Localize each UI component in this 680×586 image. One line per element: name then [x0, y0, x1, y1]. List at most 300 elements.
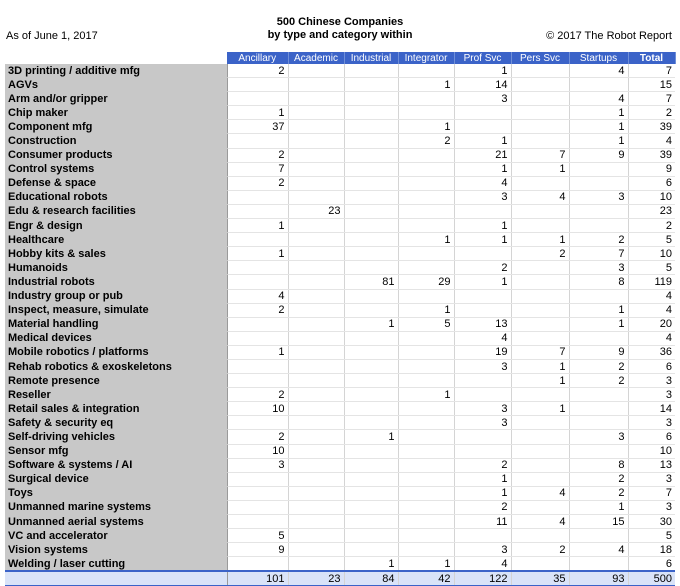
cell-academic	[288, 331, 344, 345]
cell-integrator	[398, 345, 454, 359]
table-row	[5, 388, 675, 402]
cell-pers-svc	[511, 317, 569, 331]
cell-academic	[288, 317, 344, 331]
row-category: Defense & space	[5, 176, 227, 190]
cell-startups	[569, 416, 628, 430]
cell-startups: 1	[569, 120, 628, 134]
table-row	[5, 247, 675, 261]
cell-total: 6	[628, 430, 675, 444]
cell-ancillary	[227, 557, 288, 572]
cell-industrial	[344, 500, 398, 514]
cell-integrator	[398, 402, 454, 416]
row-category: Edu & research facilities	[5, 204, 227, 218]
row-category: Educational robots	[5, 190, 227, 204]
cell-integrator	[398, 500, 454, 514]
cell-prof-svc	[454, 204, 511, 218]
cell-integrator	[398, 190, 454, 204]
cell-academic	[288, 162, 344, 176]
cell-prof-svc: 2	[454, 458, 511, 472]
cell-startups	[569, 78, 628, 92]
cell-total: 18	[628, 543, 675, 557]
col-header-prof-svc: Prof Svc	[454, 52, 511, 64]
row-category: Rehab robotics & exoskeletons	[5, 359, 227, 373]
cell-integrator	[398, 359, 454, 373]
cell-academic	[288, 345, 344, 359]
cell-total: 39	[628, 148, 675, 162]
cell-ancillary: 7	[227, 162, 288, 176]
cell-ancillary	[227, 472, 288, 486]
table-row	[5, 331, 675, 345]
cell-academic	[288, 176, 344, 190]
cell-prof-svc	[454, 430, 511, 444]
cell-academic	[288, 515, 344, 529]
row-category: Vision systems	[5, 543, 227, 557]
cell-prof-svc: 3	[454, 416, 511, 430]
cell-startups: 4	[569, 92, 628, 106]
cell-integrator	[398, 162, 454, 176]
cell-integrator	[398, 64, 454, 78]
header-row	[5, 52, 675, 64]
cell-total: 4	[628, 134, 675, 148]
cell-integrator	[398, 444, 454, 458]
cell-total: 7	[628, 64, 675, 78]
cell-startups	[569, 162, 628, 176]
subtitle-line: by type and category within	[267, 29, 413, 41]
cell-industrial	[344, 359, 398, 373]
cell-prof-svc: 4	[454, 176, 511, 190]
col-header-startups: Startups	[569, 52, 628, 64]
table-row	[5, 472, 675, 486]
cell-industrial: 1	[344, 430, 398, 444]
cell-integrator	[398, 486, 454, 500]
cell-total: 6	[628, 359, 675, 373]
table-row	[5, 162, 675, 176]
row-category: Arm and/or gripper	[5, 92, 227, 106]
cell-integrator	[398, 289, 454, 303]
row-category: Remote presence	[5, 374, 227, 388]
cell-industrial	[344, 64, 398, 78]
col-header-industrial: Industrial	[344, 52, 398, 64]
cell-industrial: 81	[344, 275, 398, 289]
cell-pers-svc	[511, 500, 569, 514]
cell-industrial	[344, 247, 398, 261]
table-row	[5, 402, 675, 416]
cell-academic	[288, 416, 344, 430]
cell-integrator: 1	[398, 233, 454, 247]
header-blank	[5, 52, 227, 64]
cell-industrial	[344, 148, 398, 162]
cell-total: 14	[628, 402, 675, 416]
cell-pers-svc	[511, 120, 569, 134]
cell-total: 6	[628, 557, 675, 572]
cell-total: 3	[628, 388, 675, 402]
total-total: 500	[628, 571, 675, 586]
cell-total: 7	[628, 92, 675, 106]
cell-total: 23	[628, 204, 675, 218]
table-row	[5, 430, 675, 444]
cell-integrator	[398, 92, 454, 106]
cell-prof-svc: 1	[454, 162, 511, 176]
cell-ancillary	[227, 261, 288, 275]
cell-pers-svc: 1	[511, 359, 569, 373]
cell-academic	[288, 472, 344, 486]
cell-ancillary: 5	[227, 529, 288, 543]
table-row	[5, 500, 675, 514]
cell-prof-svc: 21	[454, 148, 511, 162]
cell-startups: 3	[569, 261, 628, 275]
cell-startups	[569, 219, 628, 233]
cell-ancillary	[227, 331, 288, 345]
cell-ancillary	[227, 359, 288, 373]
row-category: Healthcare	[5, 233, 227, 247]
cell-ancillary: 2	[227, 64, 288, 78]
cell-prof-svc: 1	[454, 134, 511, 148]
cell-academic	[288, 78, 344, 92]
cell-ancillary	[227, 500, 288, 514]
cell-ancillary: 1	[227, 345, 288, 359]
cell-startups: 4	[569, 543, 628, 557]
cell-prof-svc: 4	[454, 331, 511, 345]
table-row	[5, 345, 675, 359]
cell-prof-svc: 3	[454, 190, 511, 204]
cell-ancillary: 37	[227, 120, 288, 134]
cell-integrator	[398, 543, 454, 557]
row-category: Welding / laser cutting	[5, 557, 227, 572]
row-category: Construction	[5, 134, 227, 148]
cell-total: 10	[628, 190, 675, 204]
cell-startups: 2	[569, 374, 628, 388]
row-category: AGVs	[5, 78, 227, 92]
cell-prof-svc	[454, 374, 511, 388]
cell-integrator: 1	[398, 303, 454, 317]
cell-industrial	[344, 388, 398, 402]
cell-total: 4	[628, 303, 675, 317]
cell-academic	[288, 430, 344, 444]
cell-industrial	[344, 374, 398, 388]
cell-integrator	[398, 219, 454, 233]
cell-academic	[288, 233, 344, 247]
cell-startups: 1	[569, 303, 628, 317]
cell-startups: 1	[569, 500, 628, 514]
as-of-date: As of June 1, 2017	[6, 30, 98, 42]
table-row	[5, 204, 675, 218]
cell-ancillary: 2	[227, 148, 288, 162]
table-row	[5, 261, 675, 275]
cell-industrial	[344, 134, 398, 148]
table-row	[5, 134, 675, 148]
cell-ancillary: 10	[227, 402, 288, 416]
cell-ancillary	[227, 317, 288, 331]
cell-academic	[288, 486, 344, 500]
cell-ancillary	[227, 92, 288, 106]
table-row	[5, 529, 675, 543]
cell-pers-svc	[511, 430, 569, 444]
cell-ancillary: 1	[227, 247, 288, 261]
col-header-integrator: Integrator	[398, 52, 454, 64]
cell-academic	[288, 303, 344, 317]
cell-industrial	[344, 289, 398, 303]
cell-prof-svc: 1	[454, 275, 511, 289]
cell-total: 36	[628, 345, 675, 359]
cell-total: 3	[628, 416, 675, 430]
table-body	[5, 64, 675, 586]
cell-industrial	[344, 106, 398, 120]
cell-ancillary	[227, 134, 288, 148]
cell-prof-svc: 3	[454, 402, 511, 416]
cell-prof-svc	[454, 106, 511, 120]
table-row	[5, 233, 675, 247]
cell-total: 119	[628, 275, 675, 289]
cell-pers-svc	[511, 557, 569, 572]
cell-industrial	[344, 345, 398, 359]
table-row	[5, 78, 675, 92]
cell-prof-svc: 4	[454, 557, 511, 572]
cell-startups: 3	[569, 190, 628, 204]
cell-startups	[569, 529, 628, 543]
cell-academic	[288, 557, 344, 572]
cell-academic	[288, 458, 344, 472]
cell-integrator: 2	[398, 134, 454, 148]
col-header-academic: Academic	[288, 52, 344, 64]
cell-pers-svc: 4	[511, 486, 569, 500]
cell-integrator	[398, 515, 454, 529]
cell-industrial	[344, 92, 398, 106]
cell-integrator: 1	[398, 557, 454, 572]
cell-total: 10	[628, 247, 675, 261]
cell-pers-svc: 1	[511, 374, 569, 388]
title-line: 500 Chinese Companies	[276, 16, 404, 28]
cell-startups: 3	[569, 430, 628, 444]
table-row	[5, 543, 675, 557]
total-pers-svc: 35	[511, 571, 569, 586]
cell-startups: 2	[569, 486, 628, 500]
cell-integrator: 1	[398, 120, 454, 134]
cell-prof-svc: 19	[454, 345, 511, 359]
cell-startups: 4	[569, 64, 628, 78]
cell-academic	[288, 261, 344, 275]
row-category: Material handling	[5, 317, 227, 331]
cell-startups	[569, 402, 628, 416]
cell-startups: 1	[569, 106, 628, 120]
totals-row	[5, 571, 675, 586]
cell-total: 13	[628, 458, 675, 472]
cell-total: 2	[628, 106, 675, 120]
cell-total: 15	[628, 78, 675, 92]
cell-prof-svc	[454, 388, 511, 402]
row-category: Inspect, measure, simulate	[5, 303, 227, 317]
table-row	[5, 359, 675, 373]
cell-startups: 9	[569, 148, 628, 162]
cell-pers-svc	[511, 204, 569, 218]
cell-ancillary	[227, 78, 288, 92]
cell-industrial	[344, 120, 398, 134]
cell-pers-svc	[511, 388, 569, 402]
cell-pers-svc	[511, 444, 569, 458]
row-category: Safety & security eq	[5, 416, 227, 430]
cell-startups	[569, 444, 628, 458]
cell-academic	[288, 275, 344, 289]
copyright: © 2017 The Robot Report	[546, 30, 672, 42]
cell-ancillary: 2	[227, 430, 288, 444]
row-category: Self-driving vehicles	[5, 430, 227, 444]
cell-ancillary: 1	[227, 219, 288, 233]
row-category: Toys	[5, 486, 227, 500]
row-category: Industrial robots	[5, 275, 227, 289]
row-category: Chip maker	[5, 106, 227, 120]
cell-academic	[288, 374, 344, 388]
cell-ancillary: 3	[227, 458, 288, 472]
cell-pers-svc	[511, 416, 569, 430]
cell-ancillary: 1	[227, 106, 288, 120]
cell-academic	[288, 359, 344, 373]
cell-startups: 7	[569, 247, 628, 261]
table-row	[5, 190, 675, 204]
cell-integrator	[398, 204, 454, 218]
cell-prof-svc	[454, 289, 511, 303]
cell-prof-svc: 2	[454, 261, 511, 275]
cell-integrator	[398, 416, 454, 430]
cell-integrator: 1	[398, 388, 454, 402]
cell-integrator	[398, 176, 454, 190]
cell-pers-svc: 4	[511, 190, 569, 204]
cell-industrial	[344, 331, 398, 345]
row-category: Engr & design	[5, 219, 227, 233]
cell-industrial	[344, 233, 398, 247]
cell-prof-svc	[454, 247, 511, 261]
table-row	[5, 120, 675, 134]
col-header-ancillary: Ancillary	[227, 52, 288, 64]
row-category: Reseller	[5, 388, 227, 402]
cell-academic	[288, 402, 344, 416]
total-startups: 93	[569, 571, 628, 586]
cell-prof-svc: 1	[454, 486, 511, 500]
cell-integrator	[398, 331, 454, 345]
cell-industrial	[344, 190, 398, 204]
cell-academic	[288, 134, 344, 148]
cell-academic	[288, 106, 344, 120]
cell-startups	[569, 331, 628, 345]
table-row	[5, 486, 675, 500]
cell-integrator	[398, 148, 454, 162]
cell-prof-svc	[454, 303, 511, 317]
total-prof-svc: 122	[454, 571, 511, 586]
cell-prof-svc	[454, 120, 511, 134]
cell-total: 10	[628, 444, 675, 458]
cell-pers-svc	[511, 472, 569, 486]
cell-pers-svc	[511, 458, 569, 472]
cell-startups: 15	[569, 515, 628, 529]
cell-total: 20	[628, 317, 675, 331]
col-header-total: Total	[628, 52, 675, 64]
cell-prof-svc: 3	[454, 359, 511, 373]
cell-startups: 1	[569, 134, 628, 148]
cell-industrial	[344, 204, 398, 218]
cell-industrial	[344, 529, 398, 543]
cell-prof-svc: 11	[454, 515, 511, 529]
cell-integrator	[398, 374, 454, 388]
row-category: Component mfg	[5, 120, 227, 134]
cell-academic	[288, 148, 344, 162]
cell-pers-svc	[511, 78, 569, 92]
cell-pers-svc: 7	[511, 345, 569, 359]
row-category: Control systems	[5, 162, 227, 176]
cell-pers-svc: 1	[511, 162, 569, 176]
table-row	[5, 289, 675, 303]
cell-academic	[288, 64, 344, 78]
table-row	[5, 275, 675, 289]
cell-pers-svc	[511, 261, 569, 275]
cell-pers-svc	[511, 106, 569, 120]
cell-academic	[288, 500, 344, 514]
cell-total: 5	[628, 233, 675, 247]
cell-total: 9	[628, 162, 675, 176]
cell-integrator	[398, 430, 454, 444]
cell-ancillary	[227, 204, 288, 218]
cell-pers-svc	[511, 289, 569, 303]
cell-total: 3	[628, 374, 675, 388]
table-row	[5, 176, 675, 190]
cell-total: 7	[628, 486, 675, 500]
cell-integrator: 1	[398, 78, 454, 92]
cell-ancillary: 9	[227, 543, 288, 557]
table-row	[5, 374, 675, 388]
cell-pers-svc	[511, 64, 569, 78]
cell-pers-svc	[511, 219, 569, 233]
total-academic: 23	[288, 571, 344, 586]
cell-integrator	[398, 247, 454, 261]
cell-startups: 2	[569, 359, 628, 373]
table-row	[5, 106, 675, 120]
cell-startups: 2	[569, 472, 628, 486]
cell-academic	[288, 219, 344, 233]
table-row	[5, 92, 675, 106]
total-ancillary: 101	[227, 571, 288, 586]
cell-total: 3	[628, 500, 675, 514]
cell-academic	[288, 247, 344, 261]
cell-prof-svc: 1	[454, 219, 511, 233]
cell-academic	[288, 543, 344, 557]
cell-ancillary: 10	[227, 444, 288, 458]
cell-total: 5	[628, 261, 675, 275]
cell-pers-svc: 7	[511, 148, 569, 162]
cell-ancillary	[227, 416, 288, 430]
cell-pers-svc	[511, 92, 569, 106]
cell-pers-svc	[511, 331, 569, 345]
cell-industrial	[344, 402, 398, 416]
cell-prof-svc: 1	[454, 64, 511, 78]
cell-integrator	[398, 106, 454, 120]
cell-pers-svc: 2	[511, 543, 569, 557]
cell-prof-svc: 1	[454, 472, 511, 486]
cell-industrial	[344, 458, 398, 472]
cell-startups	[569, 204, 628, 218]
cell-industrial	[344, 486, 398, 500]
cell-academic	[288, 92, 344, 106]
cell-total: 30	[628, 515, 675, 529]
cell-academic	[288, 289, 344, 303]
row-category: Industry group or pub	[5, 289, 227, 303]
row-category: Unmanned marine systems	[5, 500, 227, 514]
cell-startups: 8	[569, 458, 628, 472]
row-category: Surgical device	[5, 472, 227, 486]
row-category: Sensor mfg	[5, 444, 227, 458]
table-row	[5, 303, 675, 317]
cell-industrial: 1	[344, 557, 398, 572]
cell-startups	[569, 557, 628, 572]
row-category: Software & systems / AI	[5, 458, 227, 472]
cell-ancillary	[227, 374, 288, 388]
cell-pers-svc	[511, 176, 569, 190]
